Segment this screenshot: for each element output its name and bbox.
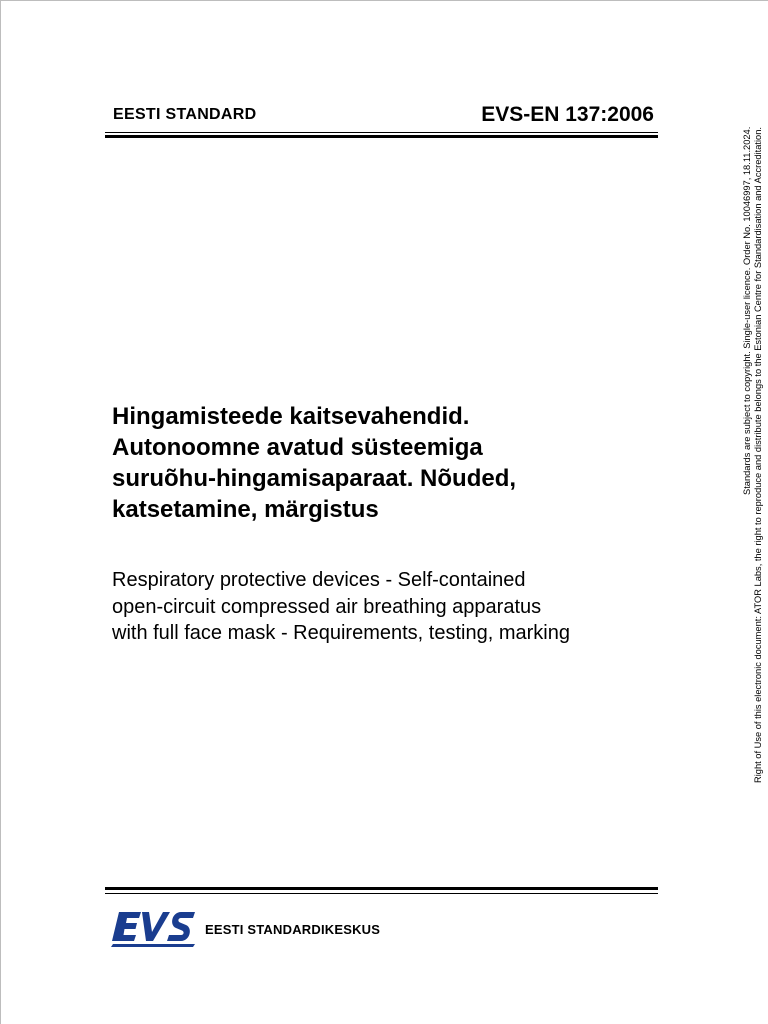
estonian-title xyxy=(112,401,632,525)
usage-rights-line: Right of Use of this electronic document: ATOR Labs, the right to reproduce and distribute belongs to the Estonian Centre for Standardisation and Accreditation. xyxy=(753,127,763,783)
organization-name: EESTI STANDARDIKESKUS xyxy=(205,922,381,937)
evs-logo xyxy=(111,906,197,948)
estonian-title-line: katsetamine, märgistus xyxy=(112,496,379,523)
english-title xyxy=(112,567,657,647)
copyright-notice xyxy=(742,127,764,901)
standard-code: EVS-EN 137:2006 xyxy=(481,103,654,126)
english-title-line: with full face mask - Requirements, testing, marking xyxy=(112,622,570,644)
logo-text: EVS xyxy=(111,906,114,907)
footer-rule-thin xyxy=(105,893,658,894)
estonian-title-line: suruõhu-hingamisaparaat. Nõuded, xyxy=(112,465,517,492)
estonian-title-line: Hingamisteede kaitsevahendid. xyxy=(112,403,470,430)
english-title-line: open-circuit compressed air breathing apparatus xyxy=(112,595,542,618)
copyright-line: Standards are subject to copyright. Single-user licence. Order No. 10046997, 18.11.2024. xyxy=(742,127,752,496)
header-rule-thick xyxy=(105,135,658,138)
estonian-title-line: Autonoomne avatud süsteemiga xyxy=(112,434,483,461)
footer-rule-thick xyxy=(105,887,658,890)
english-title-line: Respiratory protective devices - Self-contained xyxy=(112,569,526,591)
header-rule-thin xyxy=(105,132,658,133)
header-label: EESTI STANDARD xyxy=(113,106,257,123)
